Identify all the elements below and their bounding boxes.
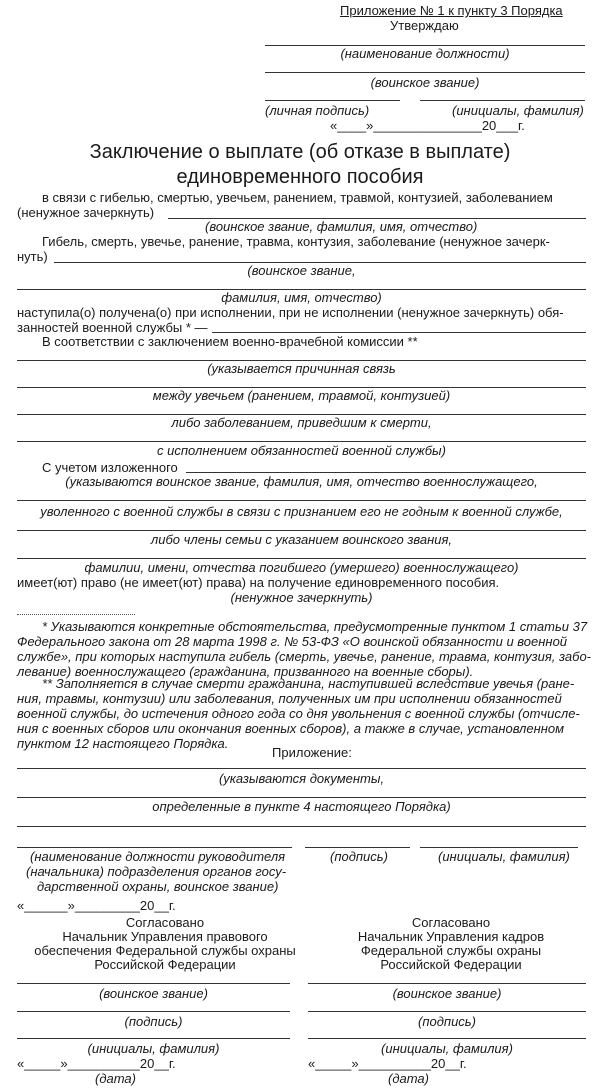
para-2-line1: Гибель, смерть, увечье, ранение, травма, контузия, заболевание (ненужное зачерк- [42, 234, 550, 249]
right-sign-line [308, 1011, 586, 1012]
blank-line-10 [17, 530, 586, 531]
footnote-2-line3: военной службы, до истечения одного года со дня увольнения с военной службы (отчисле- [17, 706, 580, 721]
hint-injury: между увечьем (ранением, травмой, контузией) [152, 388, 451, 403]
rank-hint: (воинское звание) [370, 75, 480, 90]
head-position-hint-3: дарственной охраны, воинское звание) [37, 879, 279, 894]
footnote-2-line4: ния с военных сборов или окончания военных сборов), а также в случае, установленном [17, 721, 565, 736]
footnote-1-line4: левание) военнослужащего (гражданина, призванного на военные сборы). [17, 664, 474, 679]
head-position-line [17, 847, 292, 848]
right-official-line2: Федеральной службы охраны [360, 943, 542, 958]
initials-hint: (инициалы, фамилия) [452, 103, 584, 118]
left-initials-hint: (инициалы, фамилия) [87, 1041, 220, 1056]
right-official-line3: Российской Федерации [380, 957, 522, 972]
attachment-line-2 [17, 797, 586, 798]
left-official-line1: Начальник Управления правового [62, 929, 268, 944]
attachment-hint-docs: (указываются документы, [218, 771, 385, 786]
head-position-hint-1: (наименование должности руководителя [30, 849, 286, 864]
footnote-1-line3: службе», при которых наступила гибель (смерть, увечье, ранение, травма, контузия, забо- [17, 649, 592, 664]
right-initials-hint: (инициалы, фамилия) [381, 1041, 513, 1056]
left-official-line3: Российской Федерации [94, 957, 236, 972]
footnote-1-line1: * Указываются конкретные обстоятельства, предусмотренные пунктом 1 статьи 37 [42, 619, 588, 634]
blank-line-8 [186, 472, 586, 473]
left-agreed-label: Согласовано [125, 915, 205, 930]
signature-hint: (личная подпись) [265, 103, 370, 118]
para-6: имеет(ют) право (не имеет(ют) права) на получение единовременного пособия. [17, 575, 500, 590]
right-rank-line [308, 983, 586, 984]
attachment-line-3 [17, 826, 586, 827]
hint-servicemember: (указываются воинское звание, фамилия, имя, отчество военнослужащего, [65, 474, 538, 489]
left-date-hint: (дата) [95, 1071, 136, 1086]
head-sign-line [305, 847, 410, 848]
blank-line-11 [17, 558, 586, 559]
head-position-hint-2: (начальника) подразделения органов госу- [26, 864, 287, 879]
attachment-hint-clause: определенные в пункте 4 настоящего Порядка) [152, 799, 451, 814]
head-date: «______»_________20__г. [17, 898, 176, 913]
right-agreed-label: Согласовано [411, 915, 491, 930]
left-rank-hint: (воинское звание) [99, 986, 208, 1001]
document-title-line1: Заключение о выплате (об отказе в выплате) [89, 141, 511, 163]
blank-line-9 [17, 500, 586, 501]
hint-rank: (воинское звание, [247, 263, 356, 278]
right-date: «_____»__________20__г. [308, 1056, 467, 1071]
left-initials-line [17, 1038, 290, 1039]
hint-duties: с исполнением обязанностей военной службы) [157, 443, 446, 458]
left-sign-hint: (подпись) [124, 1014, 183, 1029]
right-sign-hint: (подпись) [418, 1014, 476, 1029]
initials-line [420, 100, 585, 101]
rank-line [265, 72, 585, 73]
left-date: «_____»__________20__г. [17, 1056, 176, 1071]
hint-causal: (указывается причинная связь [207, 361, 396, 376]
para-2-line2: нуть) [17, 249, 48, 264]
signature-line [265, 100, 400, 101]
para-3-line2: занностей военной службы * — [17, 320, 208, 335]
attachment-line-1 [17, 768, 586, 769]
footnote-2-line1: ** Заполняется в случае смерти гражданина, наступившей вследствие увечья (ране- [42, 676, 575, 691]
right-date-hint: (дата) [388, 1071, 429, 1086]
approval-date: «____»_______________20___г. [330, 118, 525, 133]
blank-line-duty [212, 332, 586, 333]
hint-deceased: фамилии, имени, отчества погибшего (умершего) военнослужащего) [84, 560, 519, 575]
head-sign-hint: (подпись) [330, 849, 388, 864]
right-official-line1: Начальник Управления кадров [357, 929, 545, 944]
right-rank-hint: (воинское звание) [392, 986, 502, 1001]
hint-rank-name: (воинское звание, фамилия, имя, отчество) [205, 219, 478, 234]
footnote-separator [17, 614, 135, 615]
para-1-line1: в связи с гибелью, смертью, увечьем, ранением, травмой, контузией, заболеванием [42, 190, 553, 205]
hint-name: фамилия, имя, отчество) [221, 290, 382, 305]
attachment-label: Приложение: [272, 745, 352, 760]
blank-line-7 [17, 441, 586, 442]
footnote-1-line2: Федерального закона от 28 марта 1998 г. № 53-ФЗ «О воинской обязанности и военной [17, 634, 568, 649]
left-sign-line [17, 1011, 290, 1012]
document-title-line2: единовременного пособия [176, 166, 424, 188]
left-rank-line [17, 983, 290, 984]
para-4: В соответствии с заключением военно-врачебной комиссии ** [42, 334, 418, 349]
hint-discharged: уволенного с военной службы в связи с признанием его не годным к военной службе, [40, 504, 563, 519]
hint-family: либо члены семьи с указанием воинского звания, [150, 532, 453, 547]
approve-label: Утверждаю [390, 18, 459, 33]
head-initials-hint: (инициалы, фамилия) [438, 849, 570, 864]
appendix-reference: Приложение № 1 к пункту 3 Порядка [340, 3, 563, 18]
head-initials-line [420, 847, 578, 848]
footnote-2-line5: пунктом 12 настоящего Порядка. [17, 736, 229, 751]
footnote-2-line2: ния, травмы, контузии) или заболевания, полученных им при исполнении обязанностей [17, 691, 562, 706]
right-initials-line [308, 1038, 586, 1039]
para-5: С учетом изложенного [42, 460, 178, 475]
hint-illness: либо заболеванием, приведшим к смерти, [171, 415, 432, 430]
left-official-line2: обеспечения Федеральной службы охраны [34, 943, 296, 958]
hint-strike: (ненужное зачеркнуть) [230, 590, 373, 605]
para-3-line1: наступила(о) получена(о) при исполнении, при не исполнении (ненужное зачеркнуть) обя- [17, 305, 564, 320]
para-1-line2: (ненужное зачеркнуть) [17, 205, 155, 220]
position-hint: (наименование должности) [340, 46, 510, 61]
